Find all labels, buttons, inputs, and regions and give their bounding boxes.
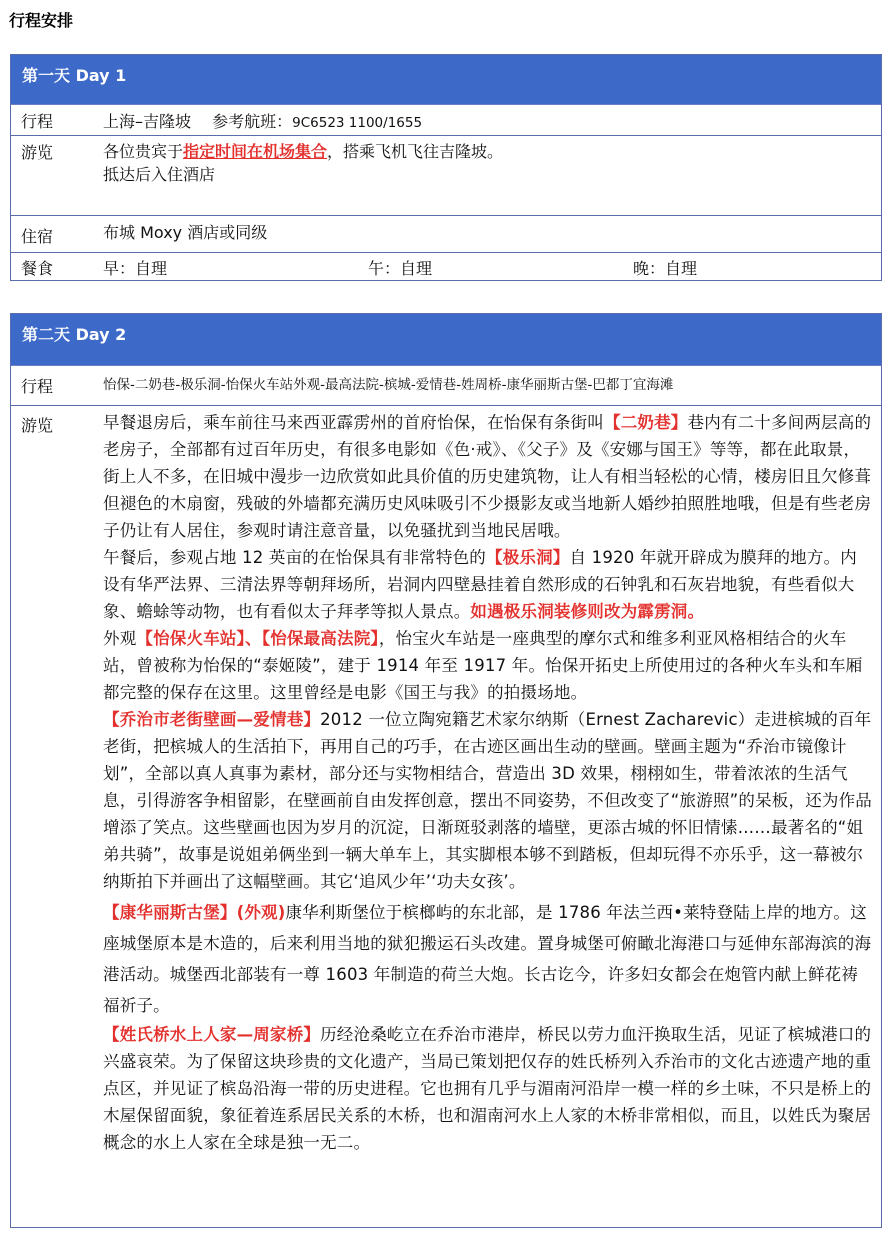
day2-header: 第二天 Day 2 (11, 314, 881, 366)
day2-para-erlai (103, 409, 872, 544)
day2-p5-post: 康华利斯堡位于槟榔屿的东北部，是 1786 年法兰西•莱特登陆上岸的地方。这座城堡原本是木造的，后来利用当地的狱犯搬运石头改建。置身城堡可俯瞰北海港口与延伸东部海滨的海港活动。城堡西北部装有一尊 1603 年制造的荷兰大炮。长古讫今，许多妇女都会在炮管内献上鲜花祷福祈子。 (103, 903, 872, 1015)
day2-tour-label: 游览 (21, 416, 54, 435)
day1-tour (103, 136, 881, 215)
day2-p4-hl: 【乔治市老街壁画—爱情巷】 (103, 710, 321, 729)
day1-dinner: 晚：自理 (633, 259, 698, 278)
day2-p6-hl: 【姓氏桥水上人家—周家桥】 (103, 1025, 321, 1044)
day1-route-text: 上海–吉隆坡 (103, 112, 192, 131)
day2-para-jetty (103, 1021, 872, 1156)
day2-p1-post: 巷内有二十多间两层高的老房子，全部都有过百年历史，有很多电影如《色·戒》、《父子》及《安娜与国王》等等，都在此取景，街上人不多，在旧城中漫步一边欣赏如此具价值的历史建筑物，让人有相当轻松的心情，楼房旧且欠修葺但褪色的木扇窗，残破的外墙都充满历史风味吸引不少摄影友或当地新人婚纱拍照胜地哦，但是有些老房子仍让有人居住，参观时请注意音量，以免骚扰到当地民居哦。 (103, 413, 872, 540)
day2-route-row (11, 366, 881, 405)
day1-meals (103, 253, 881, 280)
day1-table (10, 54, 882, 281)
day2-p3-post: ，怡宝火车站是一座典型的摩尔式和维多利亚风格相结合的火车站，曾被称为怡保的“泰姬陵”，建于 1914 年至 1917 年。怡保开拓史上所使用过的各种火车头和车厢都完整的保存在这里。这里曾经是电影《国王与我》的拍摄场地。 (103, 629, 863, 702)
day2-para-station (103, 625, 872, 706)
day2-para-mural (103, 706, 872, 895)
day2-tour-row (11, 405, 881, 1227)
day1-breakfast: 早：自理 (103, 259, 168, 278)
day2-p5-hl: 【康华丽斯古堡】(外观) (103, 903, 286, 922)
day1-tour-pre: 各位贵宾于 (103, 142, 184, 161)
day1-lunch: 午：自理 (368, 259, 433, 278)
day2-p2-pre: 午餐后，参观占地 12 英亩的在怡保具有非常特色的 (103, 548, 486, 567)
day1-route (103, 105, 881, 135)
day1-meals-label: 餐食 (21, 259, 54, 278)
day1-header: 第一天 Day 1 (11, 55, 881, 105)
day2-para-jiledong (103, 544, 872, 625)
day2-route: 怡保-二奶巷-极乐洞-怡保火车站外观-最高法院-槟城-爱情巷-姓周桥-康华丽斯古堡-巴都丁宜海滩 (103, 377, 674, 393)
day1-tour-line2: 抵达后入住酒店 (103, 165, 216, 184)
day1-route-label: 行程 (21, 112, 54, 131)
day2-p4-post: 2012 一位立陶宛籍艺术家尔纳斯（Ernest Zacharevic）走进槟城的百年老街，把槟城人的生活拍下，再用自己的巧手，在古迹区画出生动的壁画。壁画主题为“乔治市镜像计划”，全部以真人真事为素材，部分还与实物相结合，营造出 3D 效果，栩栩如生，带着浓浓的生活气息，引得游客争相留影，在壁画前自由发挥创意，摆出不同姿势，不但改变了“旅游照”的呆板，还为作品增添了笑点。这些壁画也因为岁月的沉淀，日渐斑驳剥落的墙壁，更添古城的怀旧情愫……最著名的“姐弟共骑”，故事是说姐弟俩坐到一辆大单车上，其实脚根本够不到踏板，但却玩得不亦乐乎，这一幕被尔纳斯拍下并画出了这幅壁画。其它‘追风少年’‘功夫女孩’。 (103, 710, 872, 891)
day2-tour (103, 406, 881, 1227)
day2-p2-post: 自 1920 年就开辟成为膜拜的地方。内设有华严法界、三清法界等朝拜场所，岩洞内四壁悬挂着自然形成的石钟乳和石灰岩地貌，有些看似大象、蟾蜍等动物，也有看似太子拜孝等拟人景点。 (103, 548, 857, 621)
day1-hotel-row (11, 215, 881, 252)
day2-p2-note: 如遇极乐洞装修则改为霹雳洞。 (470, 602, 705, 621)
day1-hotel-label: 住宿 (21, 227, 54, 246)
day1-flight: 9C6523 1100/1655 (292, 115, 423, 131)
day1-hotel: 布城 Moxy 酒店或同级 (103, 223, 268, 242)
day2-para-fort (103, 897, 872, 1021)
day2-p1-hl: 【二奶巷】 (604, 413, 688, 432)
day1-tour-post: ，搭乘飞机飞往吉隆坡。 (327, 142, 504, 161)
day1-tour-row (11, 135, 881, 215)
day2-p2-hl: 【极乐洞】 (486, 548, 570, 567)
day2-p1-pre: 早餐退房后，乘车前往马来西亚霹雳州的首府怡保，在怡保有条街叫 (103, 413, 604, 432)
day2-table (10, 313, 882, 1228)
day1-tour-label: 游览 (21, 143, 54, 162)
day1-route-row (11, 105, 881, 135)
day2-p3-pre: 外观 (103, 629, 137, 648)
day1-tour-line1 (103, 140, 871, 163)
day1-meals-row (11, 252, 881, 280)
day1-flight-label: 参考航班： (212, 112, 293, 131)
day2-route-label: 行程 (21, 377, 54, 396)
day2-p6-post: 历经沧桑屹立在乔治市港岸，桥民以劳力血汗换取生活，见证了槟城港口的兴盛哀荣。为了保留这块珍贵的文化遗产，当局已策划把仅存的姓氏桥列入乔治市的文化古迹遗产地的重点区，并见证了槟岛沿海一带的历史进程。它也拥有几乎与湄南河沿岸一模一样的乡土味，不只是桥上的木屋保留面貌，象征着连系居民关系的木桥，也和湄南河水上人家的木桥非常相似，而且，以姓氏为聚居概念的水上人家在全球是独一无二。 (103, 1025, 872, 1152)
day1-tour-highlight: 指定时间在机场集合 (183, 142, 328, 161)
day2-p3-hl: 【怡保火车站】、【怡保最高法院】 (136, 629, 379, 648)
page-title: 行程安排 (9, 11, 74, 30)
